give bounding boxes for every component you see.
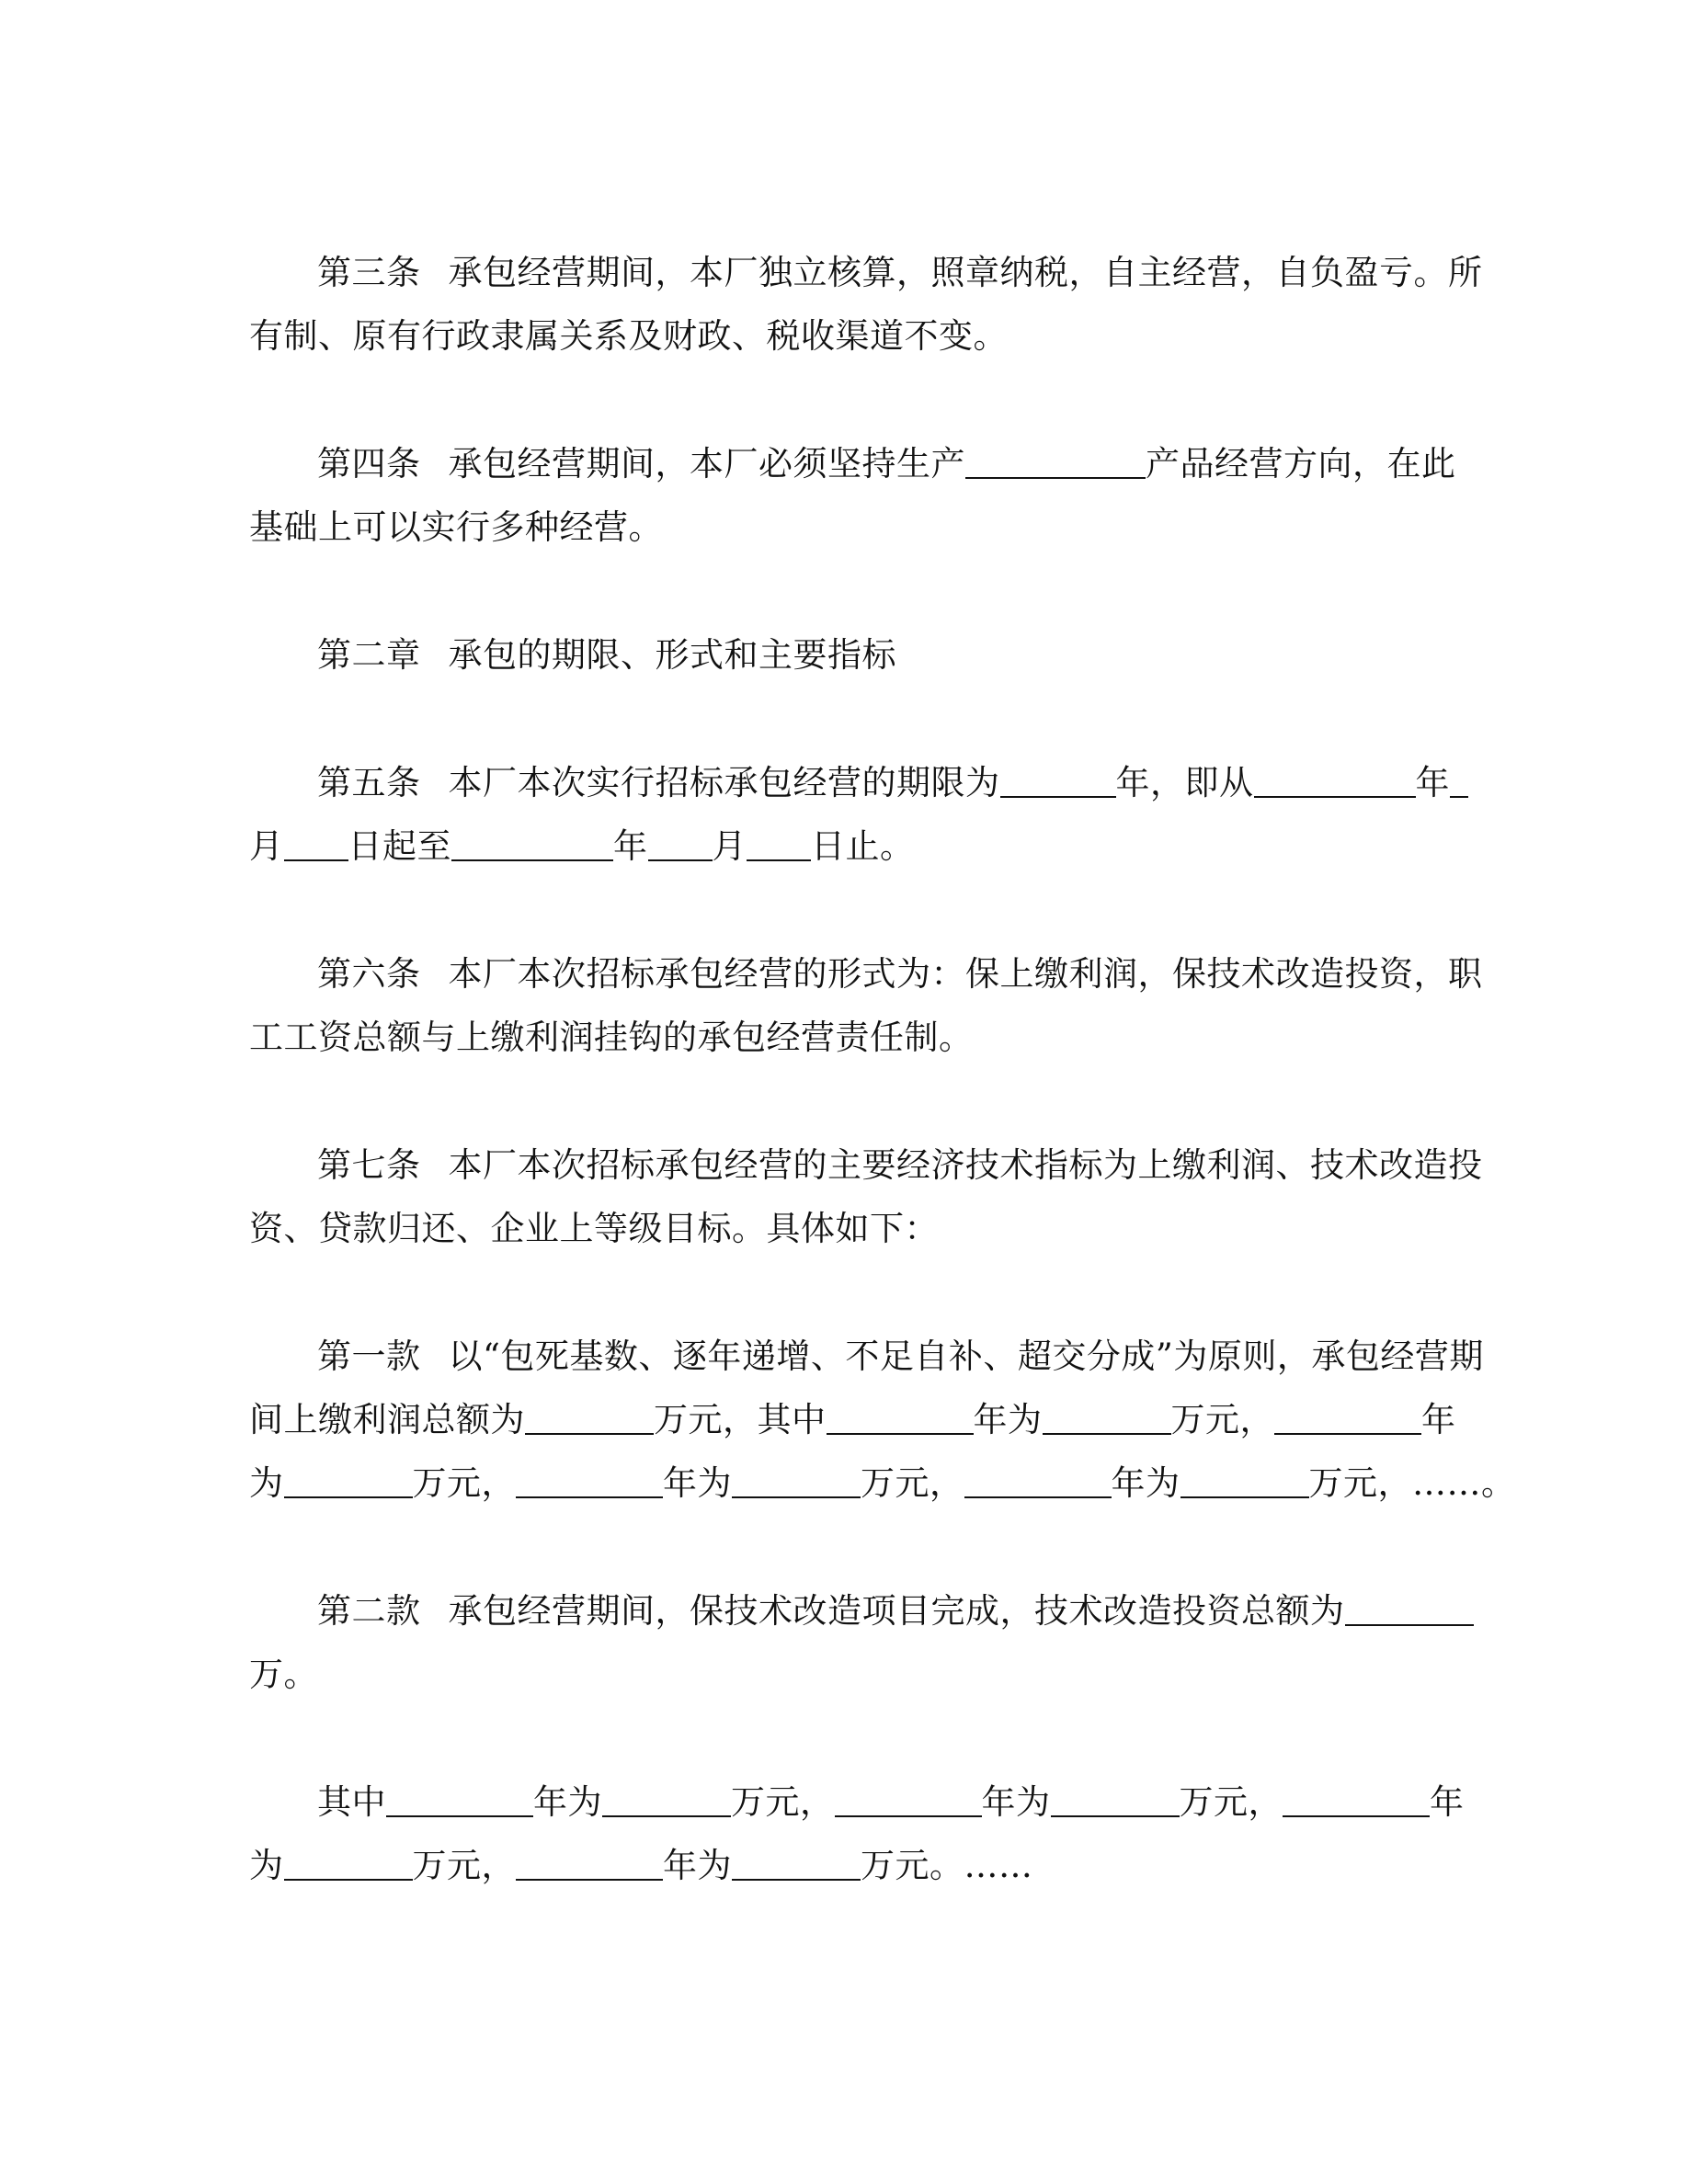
day-from-label: 日起至	[348, 826, 451, 866]
clause-2b-text-h: 万元，	[412, 1846, 516, 1885]
clause-2b-text-a: 其中	[317, 1782, 386, 1822]
clause-2-breakdown	[249, 1770, 1465, 1897]
clause-2b-text-g: 为	[249, 1846, 284, 1885]
profit-year-2-blank[interactable]	[1274, 1399, 1421, 1435]
clause-2-label: 第二款	[317, 1591, 421, 1631]
chapter-2-heading	[249, 623, 1435, 687]
invest-year-1-blank[interactable]	[386, 1781, 533, 1817]
article-4-text-a: 承包经营期间，本厂必须坚持生产	[448, 444, 965, 483]
clause-1-line-2	[249, 1388, 1456, 1451]
clause-1-label: 第一款	[317, 1337, 421, 1376]
clause-1-text-a: 间上缴利润总额为	[249, 1400, 525, 1439]
clause-1-line-1	[249, 1325, 1484, 1388]
clause-2b-text-i: 年为	[663, 1846, 732, 1885]
start-day-blank[interactable]	[284, 825, 348, 861]
clause-1	[249, 1325, 1516, 1515]
clause-2-line-2: 万。	[249, 1655, 318, 1694]
article-7-line-1	[249, 1133, 1483, 1197]
profit-amount-3-blank[interactable]	[732, 1462, 861, 1498]
clause-2b-text-b: 年为	[533, 1782, 602, 1822]
article-4-line-1	[249, 432, 1456, 495]
article-7-label: 第七条	[317, 1145, 421, 1185]
start-month-blank[interactable]	[1450, 762, 1468, 798]
article-5-line-1	[249, 751, 1450, 814]
article-5-line-2	[249, 814, 1435, 878]
clause-1-text-e: 年	[1421, 1400, 1456, 1439]
article-7	[249, 1133, 1483, 1260]
clause-1-text: 以“包死基数、逐年递增、不足自补、超交分成”为原则，承包经营期	[448, 1337, 1484, 1376]
article-6-line-1	[249, 942, 1483, 1006]
article-3-line-2: 有制、原有行政隶属关系及财政、税收渠道不变。	[249, 316, 1008, 356]
clause-2b-text-f: 年	[1430, 1782, 1465, 1822]
article-5-text-a: 本厂本次实行招标承包经营的期限为	[448, 763, 1000, 802]
clause-1-text-d: 万元，	[1170, 1400, 1274, 1439]
article-3-text: 承包经营期间，本厂独立核算，照章纳税，自主经营，自负盈亏。所	[448, 253, 1483, 292]
invest-amount-3-blank[interactable]	[284, 1845, 413, 1881]
profit-amount-4-blank[interactable]	[1180, 1462, 1309, 1498]
invest-year-3-blank[interactable]	[1283, 1781, 1430, 1817]
clause-1-text-k: 万元，……。	[1308, 1463, 1516, 1503]
article-6-line-2: 工工资总额与上缴利润挂钩的承包经营责任制。	[249, 1018, 974, 1057]
start-year-blank[interactable]	[1254, 762, 1416, 798]
clause-2b-text-c: 万元，	[731, 1782, 835, 1822]
article-6	[249, 942, 1483, 1069]
year-label: 年	[613, 826, 648, 866]
clause-2b-text-j: 万元。……	[861, 1846, 1033, 1885]
article-6-label: 第六条	[317, 954, 421, 994]
clause-2	[249, 1579, 1435, 1706]
clause-2b-text-d: 年为	[981, 1782, 1051, 1822]
profit-amount-2-blank[interactable]	[284, 1462, 413, 1498]
article-5-label: 第五条	[317, 763, 421, 802]
clause-2b-line-1	[249, 1770, 1465, 1834]
clause-1-text-g: 万元，	[412, 1463, 516, 1503]
month-label-2: 月	[712, 826, 747, 866]
article-3	[249, 241, 1483, 368]
chapter-2-title: 承包的期限、形式和主要指标	[448, 635, 896, 675]
clause-1-text-i: 万元，	[861, 1463, 964, 1503]
chapter-2-label: 第二章	[317, 635, 421, 675]
chapter-2-line	[249, 623, 1435, 687]
invest-amount-4-blank[interactable]	[732, 1845, 861, 1881]
clause-1-text-f: 为	[249, 1463, 284, 1503]
document-page	[249, 241, 1516, 1962]
invest-year-4-blank[interactable]	[516, 1845, 663, 1881]
profit-total-blank[interactable]	[525, 1399, 654, 1435]
article-7-text: 本厂本次招标承包经营的主要经济技术指标为上缴利润、技术改造投	[448, 1145, 1483, 1185]
article-4-label: 第四条	[317, 444, 421, 483]
day-to-label: 日止。	[811, 826, 915, 866]
article-5-text-c: 年	[1415, 763, 1450, 802]
end-year-blank[interactable]	[451, 825, 613, 861]
invest-amount-1-blank[interactable]	[602, 1781, 731, 1817]
article-6-text: 本厂本次招标承包经营的形式为：保上缴利润，保技术改造投资，职	[448, 954, 1483, 994]
clause-1-text-c: 年为	[973, 1400, 1043, 1439]
invest-amount-2-blank[interactable]	[1051, 1781, 1180, 1817]
profit-year-1-blank[interactable]	[827, 1399, 974, 1435]
clause-2b-line-2	[249, 1834, 1435, 1897]
clause-2b-text-e: 万元，	[1179, 1782, 1283, 1822]
article-4-line-2: 基础上可以实行多种经营。	[249, 507, 663, 547]
clause-1-text-b: 万元，其中	[654, 1400, 827, 1439]
profit-year-4-blank[interactable]	[964, 1462, 1112, 1498]
term-years-blank[interactable]	[1000, 762, 1116, 798]
investment-total-blank[interactable]	[1345, 1590, 1474, 1626]
product-blank[interactable]	[965, 443, 1146, 479]
clause-2-text: 承包经营期间，保技术改造项目完成，技术改造投资总额为	[448, 1591, 1345, 1631]
clause-2-line-1	[249, 1579, 1435, 1643]
article-5-text-b: 年，即从	[1115, 763, 1254, 802]
clause-1-text-j: 年为	[1111, 1463, 1180, 1503]
article-4	[249, 432, 1456, 559]
end-month-blank[interactable]	[648, 825, 713, 861]
profit-year-3-blank[interactable]	[516, 1462, 663, 1498]
month-label: 月	[249, 826, 284, 866]
article-4-text-b: 产品经营方向，在此	[1146, 444, 1456, 483]
profit-amount-1-blank[interactable]	[1043, 1399, 1171, 1435]
article-5	[249, 751, 1450, 878]
end-day-blank[interactable]	[747, 825, 811, 861]
article-3-label: 第三条	[317, 253, 421, 292]
article-7-line-2: 资、贷款归还、企业上等级目标。具体如下：	[249, 1209, 939, 1248]
clause-1-text-h: 年为	[663, 1463, 732, 1503]
article-3-line-1	[249, 241, 1483, 304]
clause-1-line-3	[249, 1451, 1516, 1515]
invest-year-2-blank[interactable]	[835, 1781, 982, 1817]
